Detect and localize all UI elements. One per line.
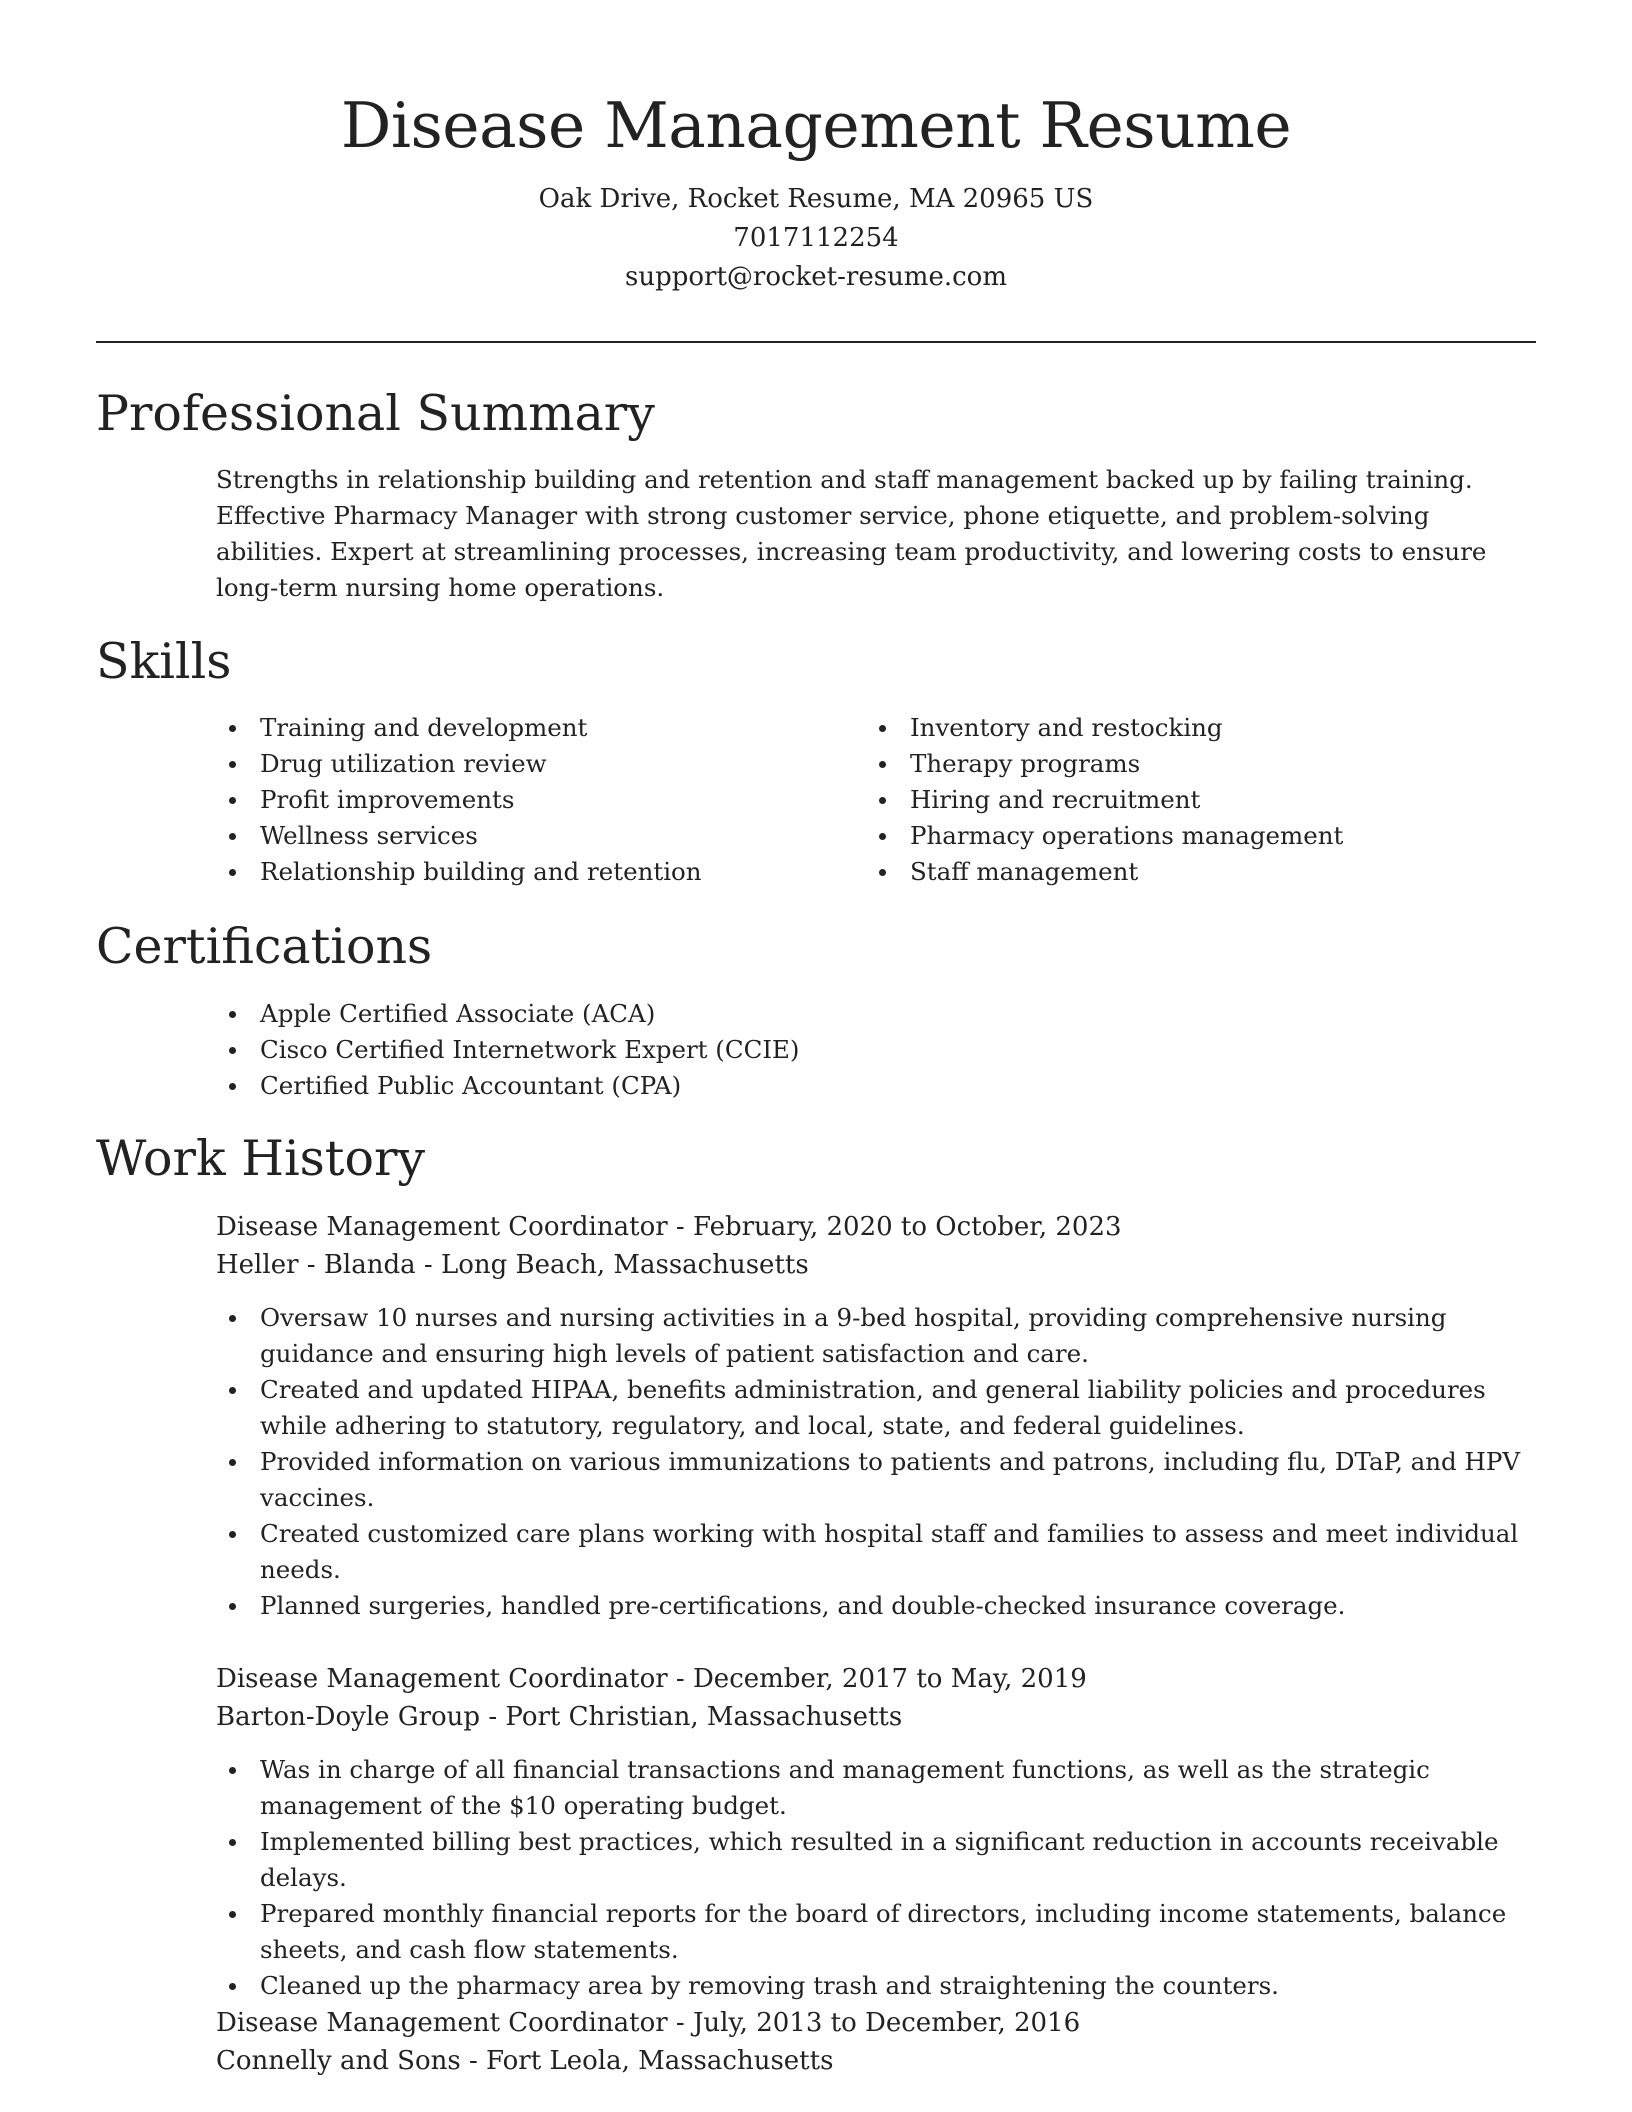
job-bullet: Oversaw 10 nurses and nursing activities in a 9-bed hospital, providing comprehensive nursing guidance and ensuring high levels of patient satisfaction and care. xyxy=(216,1300,1538,1372)
skill-item: Wellness services xyxy=(216,818,866,854)
skills-column-right xyxy=(866,710,1516,890)
summary-text: Strengths in relationship building and retention and staff management backed up by failing training. Effective Pharmacy Manager with strong customer service, phone etiquette, and problem-solving abilities. Expert at streamlining processes, increasing team productivity, and lowering costs to ensure long-term nursing home operations. xyxy=(216,465,1487,602)
skill-item: Staff management xyxy=(866,854,1516,890)
summary-heading: Professional Summary xyxy=(96,385,655,442)
job-bullet: Provided information on various immunizations to patients and patrons, including flu, DTaP, and HPV vaccines. xyxy=(216,1444,1538,1516)
job-bullet: Cleaned up the pharmacy area by removing trash and straightening the counters. xyxy=(216,1968,1538,2004)
job-bullet: Prepared monthly financial reports for the board of directors, including income statements, balance sheets, and cash flow statements. xyxy=(216,1896,1538,1968)
resume-title: Disease Management Resume xyxy=(340,89,1292,162)
skill-item: Inventory and restocking xyxy=(866,710,1516,746)
job-bullet: Implemented billing best practices, which resulted in a significant reduction in accounts receivable delays. xyxy=(216,1824,1538,1896)
phone: 7017112254 xyxy=(733,223,899,253)
job-bullet: Created and updated HIPAA, benefits administration, and general liability policies and procedures while adhering to statutory, regulatory, and local, state, and federal guidelines. xyxy=(216,1372,1538,1444)
job-bullet: Was in charge of all financial transactions and management functions, as well as the strategic management of the $10 operating budget. xyxy=(216,1752,1538,1824)
certifications-column xyxy=(216,996,1538,1104)
skill-item: Therapy programs xyxy=(866,746,1516,782)
email: support@rocket-resume.com xyxy=(624,262,1007,292)
skills-column-left xyxy=(216,710,866,890)
skill-item: Profit improvements xyxy=(216,782,866,818)
certification-item: Certified Public Accountant (CPA) xyxy=(216,1068,1538,1104)
job-company-line: Heller - Blanda - Long Beach, Massachusetts xyxy=(216,1250,809,1280)
contact-info xyxy=(0,180,1632,297)
job-bullets xyxy=(216,1300,1538,1624)
skill-item: Relationship building and retention xyxy=(216,854,866,890)
job-entry xyxy=(216,2004,1538,2080)
header-divider xyxy=(96,341,1536,343)
job-company-line: Connelly and Sons - Fort Leola, Massachusetts xyxy=(216,2046,834,2076)
skill-item: Hiring and recruitment xyxy=(866,782,1516,818)
job-entry xyxy=(216,1660,1538,2004)
certification-item: Apple Certified Associate (ACA) xyxy=(216,996,1538,1032)
job-company-line: Barton-Doyle Group - Port Christian, Massachusetts xyxy=(216,1702,903,1732)
job-role-line: Disease Management Coordinator - February, 2020 to October, 2023 xyxy=(216,1212,1122,1242)
resume-header xyxy=(0,0,1632,297)
job-role-line: Disease Management Coordinator - July, 2013 to December, 2016 xyxy=(216,2008,1081,2038)
certification-item: Cisco Certified Internetwork Expert (CCIE) xyxy=(216,1032,1538,1068)
job-bullet: Planned surgeries, handled pre-certifications, and double-checked insurance coverage. xyxy=(216,1588,1538,1624)
skill-item: Pharmacy operations management xyxy=(866,818,1516,854)
certifications-list xyxy=(216,996,1538,1104)
address: Oak Drive, Rocket Resume, MA 20965 US xyxy=(538,184,1094,214)
skills-heading: Skills xyxy=(96,633,232,690)
skill-item: Drug utilization review xyxy=(216,746,866,782)
work-history-heading: Work History xyxy=(96,1130,426,1187)
skills-list xyxy=(216,710,1538,890)
job-role-line: Disease Management Coordinator - December, 2017 to May, 2019 xyxy=(216,1664,1087,1694)
skill-item: Training and development xyxy=(216,710,866,746)
job-bullets xyxy=(216,1752,1538,2004)
job-entry xyxy=(216,1208,1538,1624)
certifications-heading: Certifications xyxy=(96,918,433,975)
job-bullet: Created customized care plans working with hospital staff and families to assess and meet individual needs. xyxy=(216,1516,1538,1588)
